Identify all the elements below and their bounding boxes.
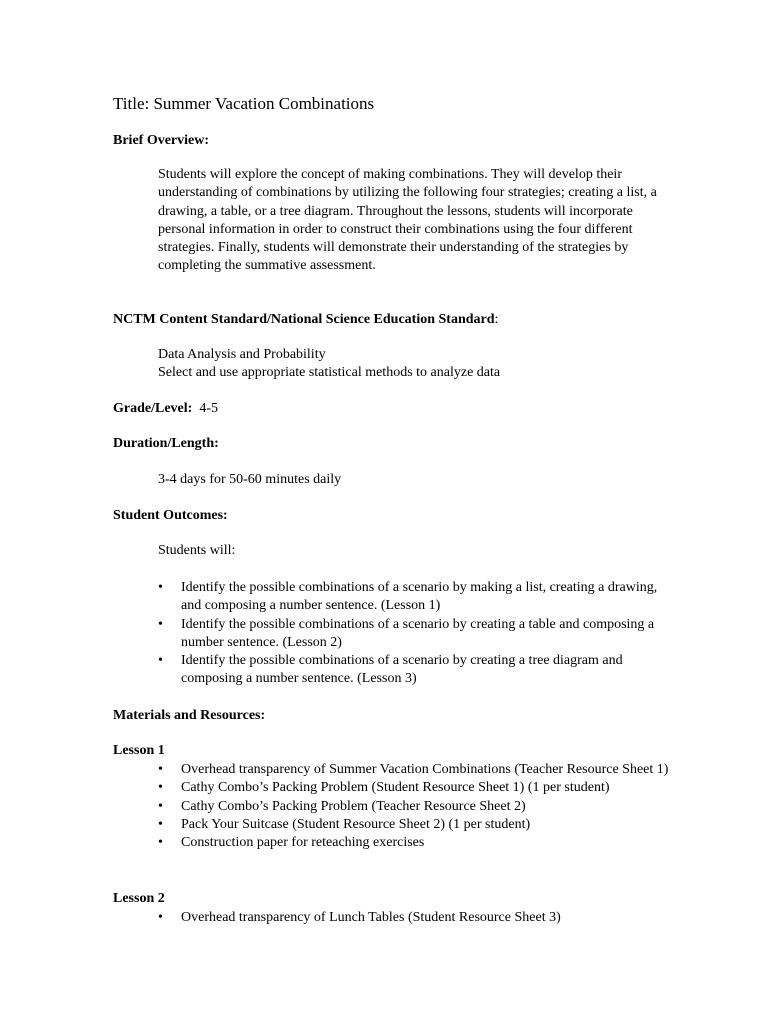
material-text: Cathy Combo’s Packing Problem (Student Resource Sheet 1) (1 per student) bbox=[181, 780, 610, 796]
material-item bbox=[158, 816, 678, 834]
standard-line-1: Data Analysis and Probability bbox=[158, 347, 326, 362]
outcome-item bbox=[158, 652, 678, 689]
standard-heading bbox=[113, 311, 498, 329]
bullet-icon: • bbox=[158, 580, 163, 595]
standard-heading-text: NCTM Content Standard/National Science Education Standard bbox=[113, 312, 495, 327]
material-item bbox=[158, 909, 678, 927]
material-text: Cathy Combo’s Packing Problem (Teacher Resource Sheet 2) bbox=[181, 798, 526, 814]
lesson2-heading: Lesson 2 bbox=[113, 891, 165, 906]
lesson1-materials-list bbox=[158, 761, 678, 852]
bullet-icon: • bbox=[158, 816, 163, 832]
bullet-icon: • bbox=[158, 910, 163, 925]
material-text: Overhead transparency of Lunch Tables (Student Resource Sheet 3) bbox=[181, 910, 561, 925]
lesson2-materials-list bbox=[158, 909, 678, 927]
outcome-item bbox=[158, 616, 678, 653]
standard-line-2: Select and use appropriate statistical methods to analyze data bbox=[158, 365, 501, 380]
outcomes-intro: Students will: bbox=[158, 543, 236, 558]
bullet-icon: • bbox=[158, 835, 163, 851]
material-item bbox=[158, 834, 678, 852]
grade-heading bbox=[113, 400, 218, 418]
material-text: Pack Your Suitcase (Student Resource Sheet 2) (1 per student) bbox=[181, 816, 531, 832]
materials-heading: Materials and Resources: bbox=[113, 708, 266, 723]
outcome-text: Identify the possible combinations of a scenario by creating a tree diagram and composing a number sentence. (Lesson 3) bbox=[181, 653, 623, 687]
outcome-item bbox=[158, 579, 678, 616]
material-item bbox=[158, 779, 678, 797]
brief-overview-heading: Brief Overview: bbox=[113, 133, 210, 148]
material-item bbox=[158, 798, 678, 816]
outcome-text: Identify the possible combinations of a scenario by making a list, creating a drawing, and composing a number sentence. (Lesson 1) bbox=[181, 580, 658, 614]
bullet-icon: • bbox=[158, 798, 163, 814]
brief-overview-text: Students will explore the concept of making combinations. They will develop their understanding of combinations by utilizing the following four strategies; creating a list, a drawing, a table, or a tree diagram. Throughout the lessons, students will incorporate personal information in order to construct their combinations using the four different strategies. Finally, students will demonstrate their understanding of the strategies by completing the summative assessment. bbox=[158, 167, 657, 274]
grade-heading-label: Grade/Level: bbox=[113, 401, 193, 416]
bullet-icon: • bbox=[158, 653, 163, 669]
material-text: Construction paper for reteaching exercises bbox=[181, 835, 425, 851]
grade-value: 4-5 bbox=[199, 401, 218, 416]
bullet-icon: • bbox=[158, 780, 163, 796]
duration-value: 3-4 days for 50-60 minutes daily bbox=[158, 472, 342, 487]
outcomes-heading: Student Outcomes: bbox=[113, 508, 228, 523]
material-item bbox=[158, 761, 678, 779]
lesson1-heading: Lesson 1 bbox=[113, 743, 165, 758]
document-title: Title: Summer Vacation Combinations bbox=[113, 94, 375, 113]
material-text: Overhead transparency of Summer Vacation Combinations (Teacher Resource Sheet 1) bbox=[181, 762, 669, 777]
bullet-icon: • bbox=[158, 762, 163, 777]
duration-heading: Duration/Length: bbox=[113, 436, 219, 451]
bullet-icon: • bbox=[158, 616, 163, 632]
outcomes-list bbox=[158, 579, 678, 689]
outcome-text: Identify the possible combinations of a scenario by creating a table and composing a number sentence. (Lesson 2) bbox=[181, 616, 655, 650]
standard-heading-colon: : bbox=[494, 312, 499, 327]
